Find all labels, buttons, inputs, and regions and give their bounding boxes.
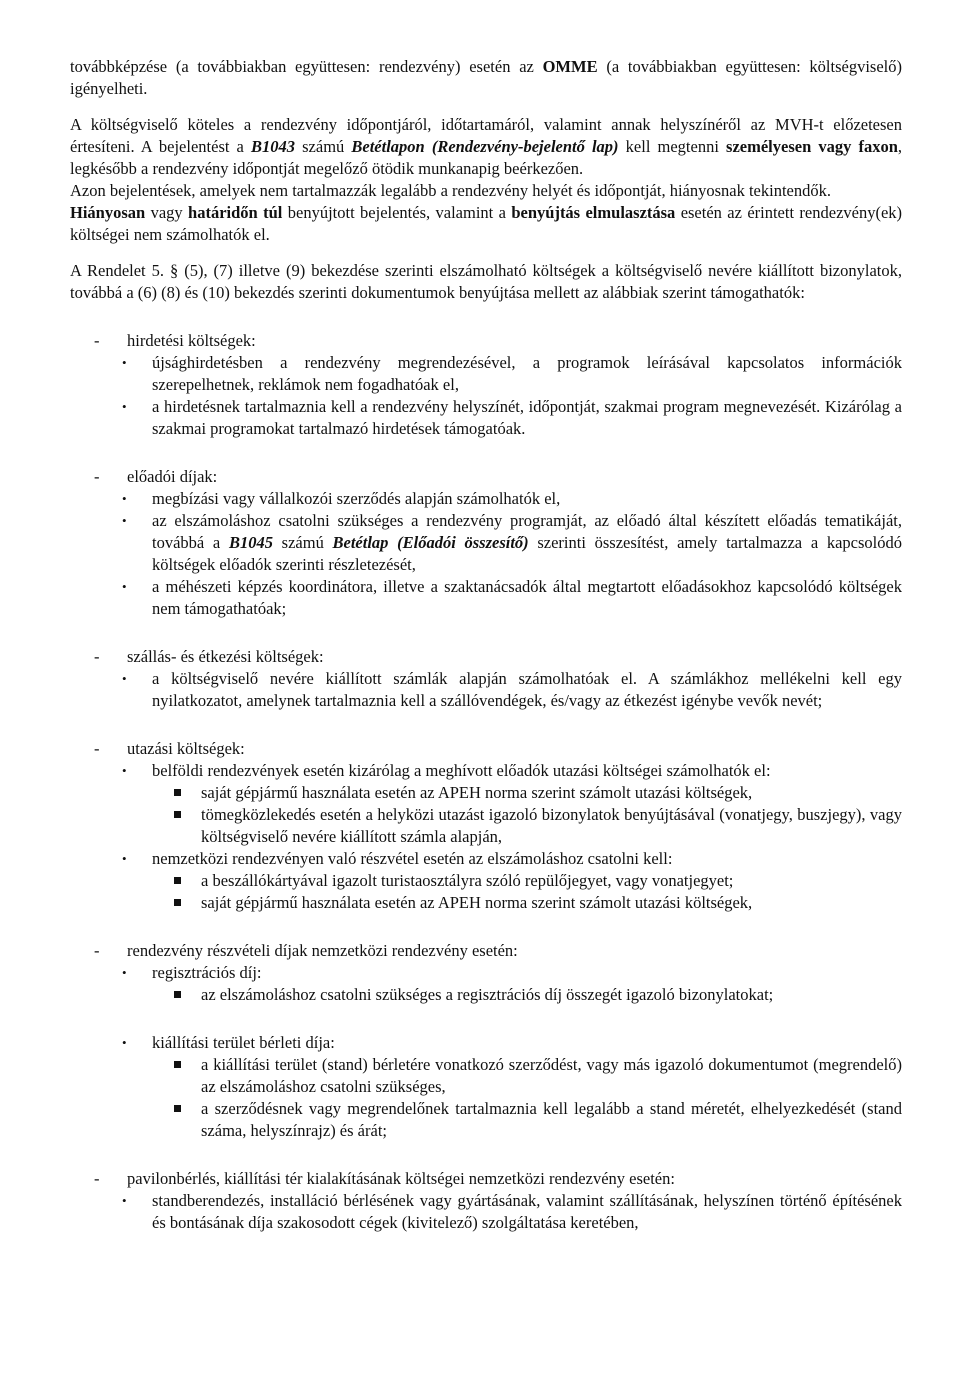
bullet-icon: • [122, 763, 127, 778]
form-code: B1043 [251, 137, 296, 156]
sub-list-item: saját gépjármű használata esetén az APEH norma szerint számolt utazási költségek, [70, 782, 902, 804]
list-item: • az elszámoláshoz csatolni szükséges a rendezvény programját, az előadó által készített előadás tematikáját, továbbá a B1045 számú Betétlap (Előadói összesítő) szerinti összesítést, amely tartalmazza a kapcsolódó költségek előadók szerinti részletezését, [122, 511, 902, 574]
paragraph-regulation: A Rendelet 5. § (5), (7) illetve (9) bekezdése szerinti elszámolható költségek a költségviselő nevére kiállított bizonylatok, továbbá a (6) (8) és (10) bekezdés szerinti dokumentumok benyújtása mellett az alábbiak szerint támogathatók: [70, 261, 902, 302]
emphasis: személyesen vagy faxon [726, 137, 898, 156]
square-bullet-icon [174, 804, 201, 848]
list-item: • a költségviselő nevére kiállított számlák alapján számolhatóak el. A számlákhoz mellékelni kell egy nyilatkozatot, amelynek tartalmaznia kell a szállóvendégek, és/vagy az étkezést igénybe vevők nevét; [122, 669, 902, 710]
text: benyújtott bejelentés, valamint a [282, 203, 512, 222]
sub-list-item: tömegközlekedés esetén a helyközi utazást igazoló bizonylatok benyújtásával (vonatjegy, buszjegy), vagy költségviselő nevére kiállított számla alapján, [70, 804, 902, 848]
list-item: • a méhészeti képzés koordinátora, illetve a szaktanácsadók által megtartott előadásokhoz kapcsolódó költségek nem támogathatóak; [122, 577, 902, 618]
document-page [70, 56, 902, 1234]
list-item: • standberendezés, installáció bérlésének vagy gyártásának, valamint szállításának, helyszínen történő építésének és bontásának díja szakosodott cégek (kivitelező) szolgáltatása keretében, [122, 1191, 902, 1232]
section-advertising [70, 330, 902, 352]
dash-marker: - [94, 647, 100, 666]
section-title: pavilonbérlés, kiállítási tér kialakításának költségei nemzetközi rendezvény esetén: [127, 1169, 675, 1188]
text: továbbképzése (a továbbiakban együttesen: rendezvény) esetén az [70, 57, 543, 76]
emphasis: Hiányosan [70, 203, 146, 222]
text: A költségviselő köteles a rendezvény időpontjáról, időtartamáról, valamint annak helyszínéről az MVH-t előzetesen értesíteni. A bejelentést a [70, 115, 902, 156]
bullet-icon: • [122, 1193, 127, 1208]
list-item: • megbízási vagy vállalkozói szerződés alapján számolhatók el, [122, 489, 561, 508]
sub-list-item: a beszállókártyával igazolt turistaosztályra szóló repülőjegyet, vagy vonatjegyet; [70, 870, 902, 892]
section-participation-fees [70, 940, 902, 962]
list-item: • újsághirdetésben a rendezvény megrendezésével, a programok leírásával kapcsolatos információk szerepelhetnek, reklámok nem fogadhatóak el, [122, 353, 902, 394]
text: esetén az érintett rendezvény(ek) költségei nem számolhatók el. [70, 203, 903, 244]
section-speaker-fees [70, 466, 902, 488]
dash-marker: - [94, 331, 100, 350]
form-name: Betétlapon (Rendezvény-bejelentő lap) [351, 137, 619, 156]
square-bullet-icon [174, 1054, 201, 1098]
dash-marker: - [94, 739, 100, 758]
dash-marker: - [94, 467, 100, 486]
bullet-icon: • [122, 491, 127, 506]
section-title: hirdetési költségek: [127, 331, 256, 350]
list-item: • a hirdetésnek tartalmaznia kell a rendezvény helyszínét, időpontját, szakmai program megnevezését. Kizárólag a szakmai programokat tartalmazó hirdetések támogatóak. [122, 397, 902, 438]
section-title: szállás- és étkezési költségek: [127, 647, 324, 666]
square-bullet-icon [174, 984, 201, 1006]
paragraph-incomplete: Azon bejelentések, amelyek nem tartalmazzák legalább a rendezvény helyét és időpontját, hiányosnak tekintendők. [70, 181, 831, 200]
dash-marker: - [94, 1169, 100, 1188]
org-name: OMME [542, 57, 598, 76]
bullet-icon: • [122, 579, 127, 594]
square-bullet-icon [174, 1098, 201, 1142]
paragraph-late [70, 202, 902, 246]
bullet-icon: • [122, 671, 127, 686]
sub-list-item: a kiállítási terület (stand) bérletére vonatkozó szerződést, vagy más igazoló dokumentumot (megrendelő) az elszámoláshoz csatolni szükséges, [70, 1054, 902, 1098]
bullet-icon: • [122, 513, 127, 528]
section-pavilion [70, 1168, 902, 1190]
bullet-icon: • [122, 1035, 127, 1050]
text: kell megtenni [618, 137, 727, 156]
section-title: előadói díjak: [127, 467, 218, 486]
paragraph-intro [70, 56, 902, 100]
dash-marker: - [94, 941, 100, 960]
section-title: utazási költségek: [127, 739, 245, 758]
bullet-icon: • [122, 965, 127, 980]
form-name: Betétlap (Előadói összesítő) [332, 533, 529, 552]
list-item: • belföldi rendezvények esetén kizárólag a meghívott előadók utazási költségei számolhatók el: [122, 761, 771, 780]
section-travel [70, 738, 902, 760]
paragraph-notification [70, 114, 902, 180]
sub-list-item: a szerződésnek vagy megrendelőnek tartalmaznia kell legalább a stand méretét, elhelyezkedését (stand száma, helyszínrajz) és árát; [70, 1098, 902, 1142]
text: számú [295, 137, 352, 156]
form-code: B1045 [228, 533, 273, 552]
bullet-icon: • [122, 355, 127, 370]
list-item: • regisztrációs díj: [122, 963, 262, 982]
sub-list-item: saját gépjármű használata esetén az APEH norma szerint számolt utazási költségek, [70, 892, 902, 914]
sub-list-item: az elszámoláshoz csatolni szükséges a regisztrációs díj összegét igazoló bizonylatokat; [70, 984, 902, 1006]
square-bullet-icon [174, 892, 201, 914]
text: (a továbbiakban együttesen: költségviselő) igényelheti. [70, 57, 902, 98]
text: vagy [145, 203, 189, 222]
square-bullet-icon [174, 870, 201, 892]
emphasis: határidőn túl [188, 203, 283, 222]
section-accommodation [70, 646, 902, 668]
bullet-icon: • [122, 851, 127, 866]
square-bullet-icon [174, 782, 201, 804]
bullet-icon: • [122, 399, 127, 414]
text: , legkésőbb a rendezvény időpontját megelőző ötödik munkanapig beérkezően. [70, 137, 903, 178]
emphasis: benyújtás elmulasztása [511, 203, 676, 222]
section-title: rendezvény részvételi díjak nemzetközi rendezvény esetén: [127, 941, 518, 960]
list-item: • kiállítási terület bérleti díja: [122, 1033, 335, 1052]
list-item: • nemzetközi rendezvényen való részvétel esetén az elszámoláshoz csatolni kell: [122, 849, 673, 868]
